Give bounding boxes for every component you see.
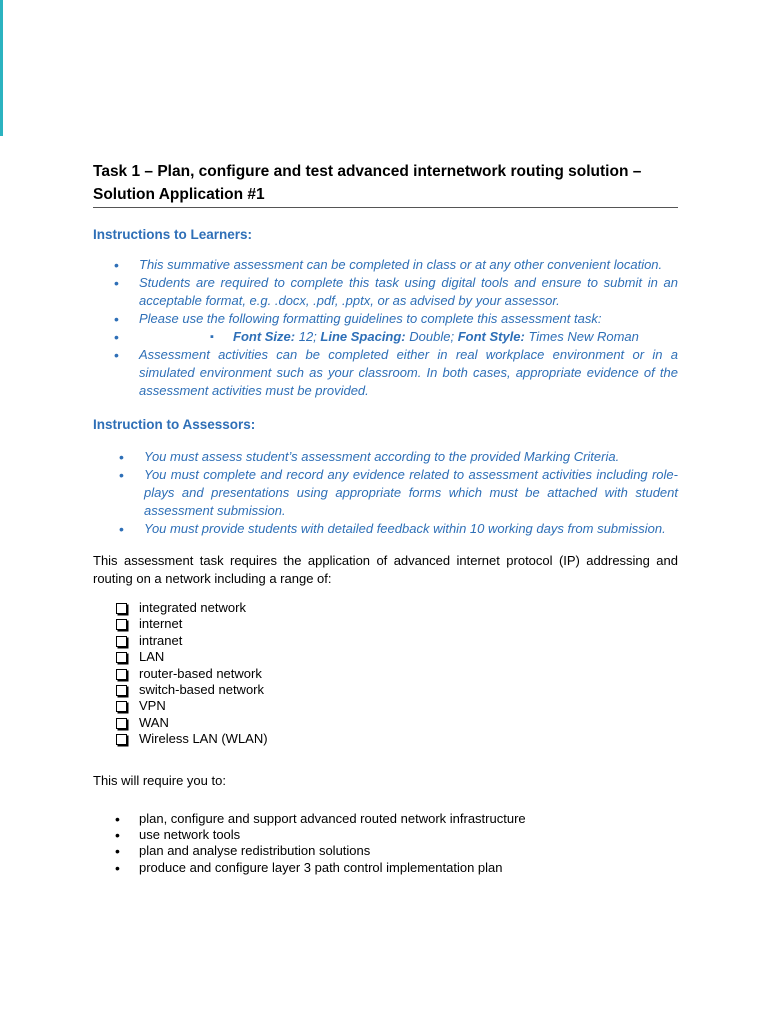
assessors-item-2: • You must complete and record any evidence related to assessment activities including role-plays and presentations using appropriate forms which must be attached with student assessment submission. xyxy=(93,466,678,520)
checkbox-icon xyxy=(116,718,127,729)
checkbox-icon xyxy=(116,636,127,647)
line-spacing-label: Line Spacing: xyxy=(320,329,406,344)
line-spacing-value: Double; xyxy=(405,329,458,344)
assessors-item-3: • You must provide students with detailed feedback within 10 working days from submission. xyxy=(93,520,678,538)
requirements-list xyxy=(93,811,678,877)
requirement-item: • plan and analyse redistribution solutions xyxy=(93,843,678,859)
formatting-guidelines-line xyxy=(93,328,678,346)
network-item xyxy=(93,698,678,714)
requirement-item: • use network tools xyxy=(93,827,678,843)
network-item-label: integrated network xyxy=(139,600,246,615)
font-style-value: Times New Roman xyxy=(524,329,639,344)
network-item-label: internet xyxy=(139,616,183,632)
checkbox-icon xyxy=(116,603,127,614)
page-corner-mark xyxy=(0,0,3,136)
learners-instructions-list xyxy=(93,256,678,400)
network-item-label: WAN xyxy=(139,714,169,730)
network-types-list xyxy=(93,600,678,748)
learners-item-3 xyxy=(93,310,678,328)
network-item-label: router-based network xyxy=(139,665,262,681)
document-page xyxy=(93,160,678,876)
network-item xyxy=(93,649,678,665)
learners-item-2: • Students are required to complete this task using digital tools and ensure to submit in an acceptable format, e.g. .docx, .pdf, .pptx, or as advised by your assessor. xyxy=(93,274,678,310)
network-item xyxy=(93,616,678,632)
font-style-label: Font Style: xyxy=(457,329,525,344)
intro-paragraph: This assessment task requires the application of advanced internet protocol (IP) addressing and routing on a network including a range of: xyxy=(93,553,678,586)
checkbox-icon xyxy=(116,619,127,630)
learners-item-3-text: Please use the following formatting guidelines to complete this assessment task: xyxy=(139,311,602,326)
network-item-label: LAN xyxy=(139,649,165,665)
checkbox-icon xyxy=(116,701,127,712)
learners-item-4: • Assessment activities can be completed either in real workplace environment or in a simulated environment such as your classroom. In both cases, appropriate evidence of the assessment activities must be provided. xyxy=(93,346,678,400)
network-item xyxy=(93,600,678,616)
network-item-label: VPN xyxy=(139,698,166,714)
network-item xyxy=(93,731,678,747)
network-item-label: intranet xyxy=(139,632,183,648)
assessors-item-1: • You must assess student’s assessment according to the provided Marking Criteria. xyxy=(93,448,678,466)
checkbox-icon xyxy=(116,734,127,745)
learners-item-1: • This summative assessment can be completed in class or at any other convenient location. xyxy=(93,256,678,274)
network-item xyxy=(93,715,678,731)
checkbox-icon xyxy=(116,669,127,680)
network-item xyxy=(93,682,678,698)
network-item xyxy=(93,666,678,682)
network-item-label: switch-based network xyxy=(139,682,264,698)
font-size-value: 12; xyxy=(295,329,321,344)
requirement-item: • plan, configure and support advanced routed network infrastructure xyxy=(93,811,678,827)
checkbox-icon xyxy=(116,685,127,696)
network-item xyxy=(93,633,678,649)
network-item-label: Wireless LAN (WLAN) xyxy=(139,731,268,747)
assessors-heading: Instruction to Assessors: xyxy=(93,417,256,432)
learners-heading: Instructions to Learners: xyxy=(93,227,253,242)
checkbox-icon xyxy=(116,652,127,663)
requirement-item: • produce and configure layer 3 path control implementation plan xyxy=(93,860,678,876)
assessors-instructions-list xyxy=(93,448,678,538)
font-size-label: Font Size: xyxy=(233,329,296,344)
requirements-intro: This will require you to: xyxy=(93,772,226,788)
task-title: Task 1 – Plan, configure and test advanced internetwork routing solution – Solution Application #1 xyxy=(93,160,678,208)
formatting-guidelines xyxy=(93,328,678,346)
